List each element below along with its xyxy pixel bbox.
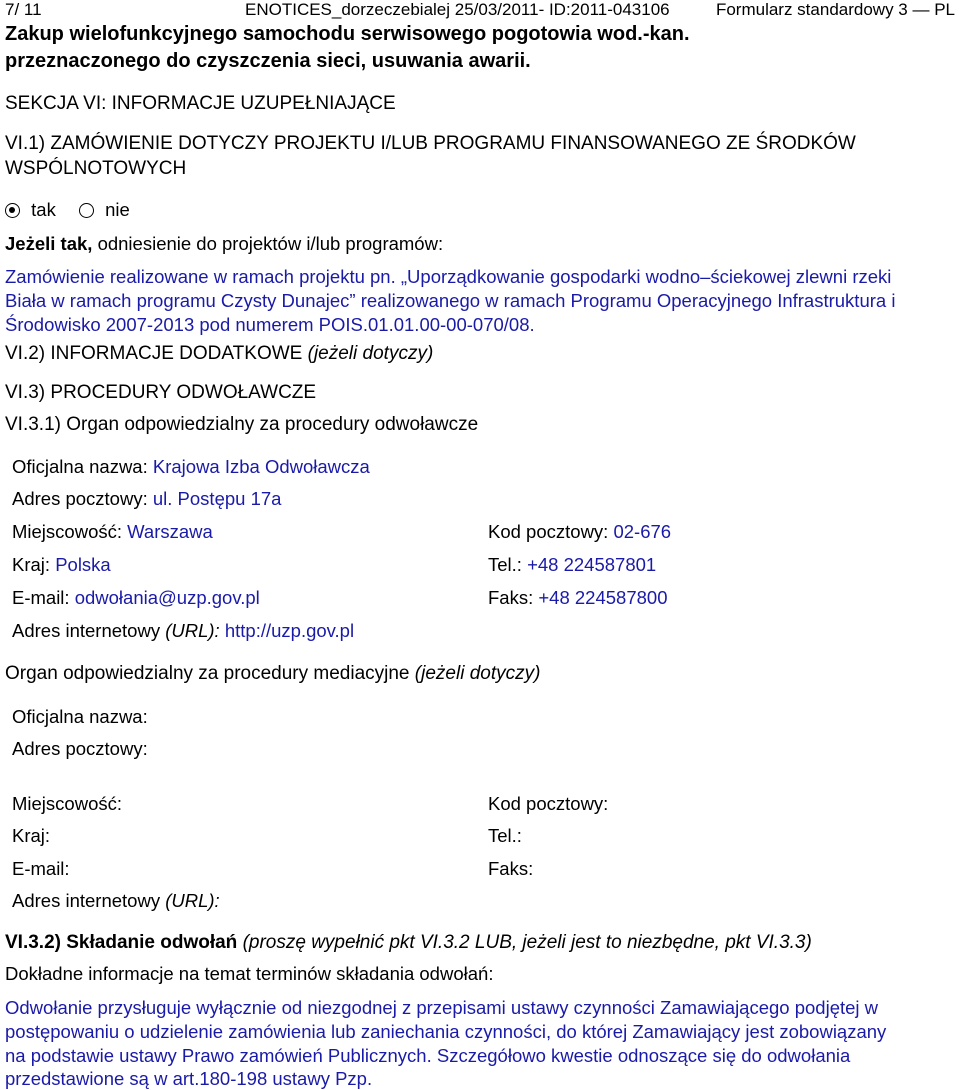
vi1-heading-line-2: WSPÓLNOTOWYCH — [5, 158, 187, 179]
appeal-country-label: Kraj: — [12, 554, 51, 575]
appeal-tel-label: Tel.: — [488, 554, 522, 575]
mediation-address-label: Adres pocztowy: — [12, 738, 148, 759]
mediation-city-label: Miejscowość: — [12, 793, 122, 814]
appeal-deadlines-line-2: postępowaniu o udzielenie zamówienia lub zaniechania czynności, do której Zamawiający jest zobowiązany — [5, 1021, 887, 1042]
if-yes-label: Jeżeli tak, — [5, 233, 93, 254]
mediation-tel-label: Tel.: — [488, 825, 522, 846]
eu-funded-radio-group — [5, 199, 130, 221]
vi32-qualifier: (proszę wypełnić pkt VI.3.2 LUB, jeżeli jest to niezbędne, pkt VI.3.3) — [242, 932, 812, 953]
appeal-fax-value: +48 224587800 — [538, 587, 668, 608]
page-number: 7/ 11 — [5, 0, 42, 19]
appeal-url-row — [12, 620, 354, 642]
appeal-deadlines-line-3: na podstawie ustawy Prawo zamówień Publicznych. Szczegółowo kwestie odnoszące się do odwołania — [5, 1045, 851, 1066]
project-description-line-1: Zamówienie realizowane w ramach projektu pn. „Uporządkowanie gospodarki wodno–ściekowej zlewni rzeki — [5, 266, 892, 287]
mediation-url-row — [12, 890, 220, 912]
appeal-url-link[interactable]: http://uzp.gov.pl — [224, 620, 355, 641]
appeal-name-label: Oficjalna nazwa: — [12, 456, 148, 477]
appeal-address-value: ul. Postępu 17a — [152, 488, 282, 509]
appeal-email-label: E-mail: — [12, 587, 70, 608]
appeal-city-row — [12, 521, 213, 543]
form-type: Formularz standardowy 3 — PL — [715, 0, 955, 19]
appeal-postcode-label: Kod pocztowy: — [488, 521, 609, 542]
appeal-address-label: Adres pocztowy: — [12, 488, 148, 509]
appeal-fax-row — [488, 587, 668, 609]
appeal-fax-label: Faks: — [488, 587, 534, 608]
mediation-email-label: E-mail: — [12, 858, 70, 879]
appeal-postcode-row — [488, 521, 671, 543]
appeal-postcode-value: 02-676 — [613, 521, 672, 542]
appeal-email-row — [12, 587, 260, 609]
vi31-heading: VI.3.1) Organ odpowiedzialny za procedury odwoławcze — [5, 414, 479, 435]
vi2-qualifier: (jeżeli dotyczy) — [307, 343, 434, 364]
if-yes-row — [5, 233, 443, 255]
appeal-address-row — [12, 488, 281, 510]
appeal-deadlines-label: Dokładne informacje na temat terminów składania odwołań: — [5, 963, 494, 984]
mediation-name-label: Oficjalna nazwa: — [12, 706, 148, 727]
appeal-email-value: odwołania@uzp.gov.pl — [74, 587, 260, 608]
mediation-country-label: Kraj: — [12, 825, 51, 846]
appeal-name-row — [12, 456, 370, 478]
mediation-heading: Organ odpowiedzialny za procedury mediacyjne — [5, 663, 410, 684]
vi1-heading-line-1: VI.1) ZAMÓWIENIE DOTYCZY PROJEKTU I/LUB PROGRAMU FINANSOWANEGO ZE ŚRODKÓW — [5, 133, 856, 154]
section-heading: SEKCJA VI: INFORMACJE UZUPEŁNIAJĄCE — [5, 93, 396, 114]
appeal-tel-value: +48 224587801 — [527, 554, 657, 575]
radio-yes-label: tak — [31, 199, 56, 220]
appeal-city-value: Warszawa — [127, 521, 213, 542]
appeal-url-label: Adres internetowy — [12, 620, 161, 641]
if-yes-text: odniesienie do projektów i/lub programów: — [97, 233, 444, 254]
project-description-line-2: Biała w ramach programu Czysty Dunajec” realizowanego w ramach Programu Operacyjnego Infrastruktura i — [5, 290, 896, 311]
mediation-url-label: Adres internetowy — [12, 890, 161, 911]
radio-no[interactable] — [79, 203, 94, 218]
mediation-url-qualifier: (URL): — [165, 890, 220, 911]
appeal-city-label: Miejscowość: — [12, 521, 122, 542]
vi2-heading: VI.2) INFORMACJE DODATKOWE — [5, 343, 303, 364]
radio-yes[interactable] — [5, 203, 20, 218]
mediation-heading-row — [5, 662, 540, 686]
radio-no-label: nie — [105, 199, 130, 220]
appeal-deadlines-line-4: przedstawione są w art.180-198 ustawy Pzp. — [5, 1068, 373, 1089]
contract-title-line-2: przeznaczonego do czyszczenia sieci, usuwania awarii. — [5, 50, 531, 72]
mediation-fax-label: Faks: — [488, 858, 534, 879]
mediation-qualifier: (jeżeli dotyczy) — [414, 663, 541, 684]
contract-title-line-1: Zakup wielofunkcyjnego samochodu serwisowego pogotowia wod.-kan. — [5, 23, 690, 45]
appeal-country-row — [12, 554, 111, 576]
appeal-url-qualifier: (URL): — [165, 620, 220, 641]
appeal-tel-row — [488, 554, 656, 576]
appeal-deadlines-line-1: Odwołanie przysługuje wyłącznie od niezgodnej z przepisami ustawy czynności Zamawiającego podjętej w — [5, 997, 879, 1018]
notice-id: ENOTICES_dorzeczebialej 25/03/2011- ID:2011-043106 — [245, 0, 670, 19]
page-header — [5, 0, 955, 20]
project-description-line-3: Środowisko 2007-2013 pod numerem POIS.01.01.00-00-070/08. — [5, 314, 535, 335]
appeal-country-value: Polska — [55, 554, 111, 575]
mediation-postcode-label: Kod pocztowy: — [488, 793, 609, 814]
vi3-heading: VI.3) PROCEDURY ODWOŁAWCZE — [5, 382, 317, 403]
vi2-heading-row — [5, 342, 433, 366]
appeal-name-value: Krajowa Izba Odwoławcza — [152, 456, 370, 477]
vi32-heading: VI.3.2) Składanie odwołań — [5, 932, 238, 953]
vi32-heading-row — [5, 931, 812, 955]
